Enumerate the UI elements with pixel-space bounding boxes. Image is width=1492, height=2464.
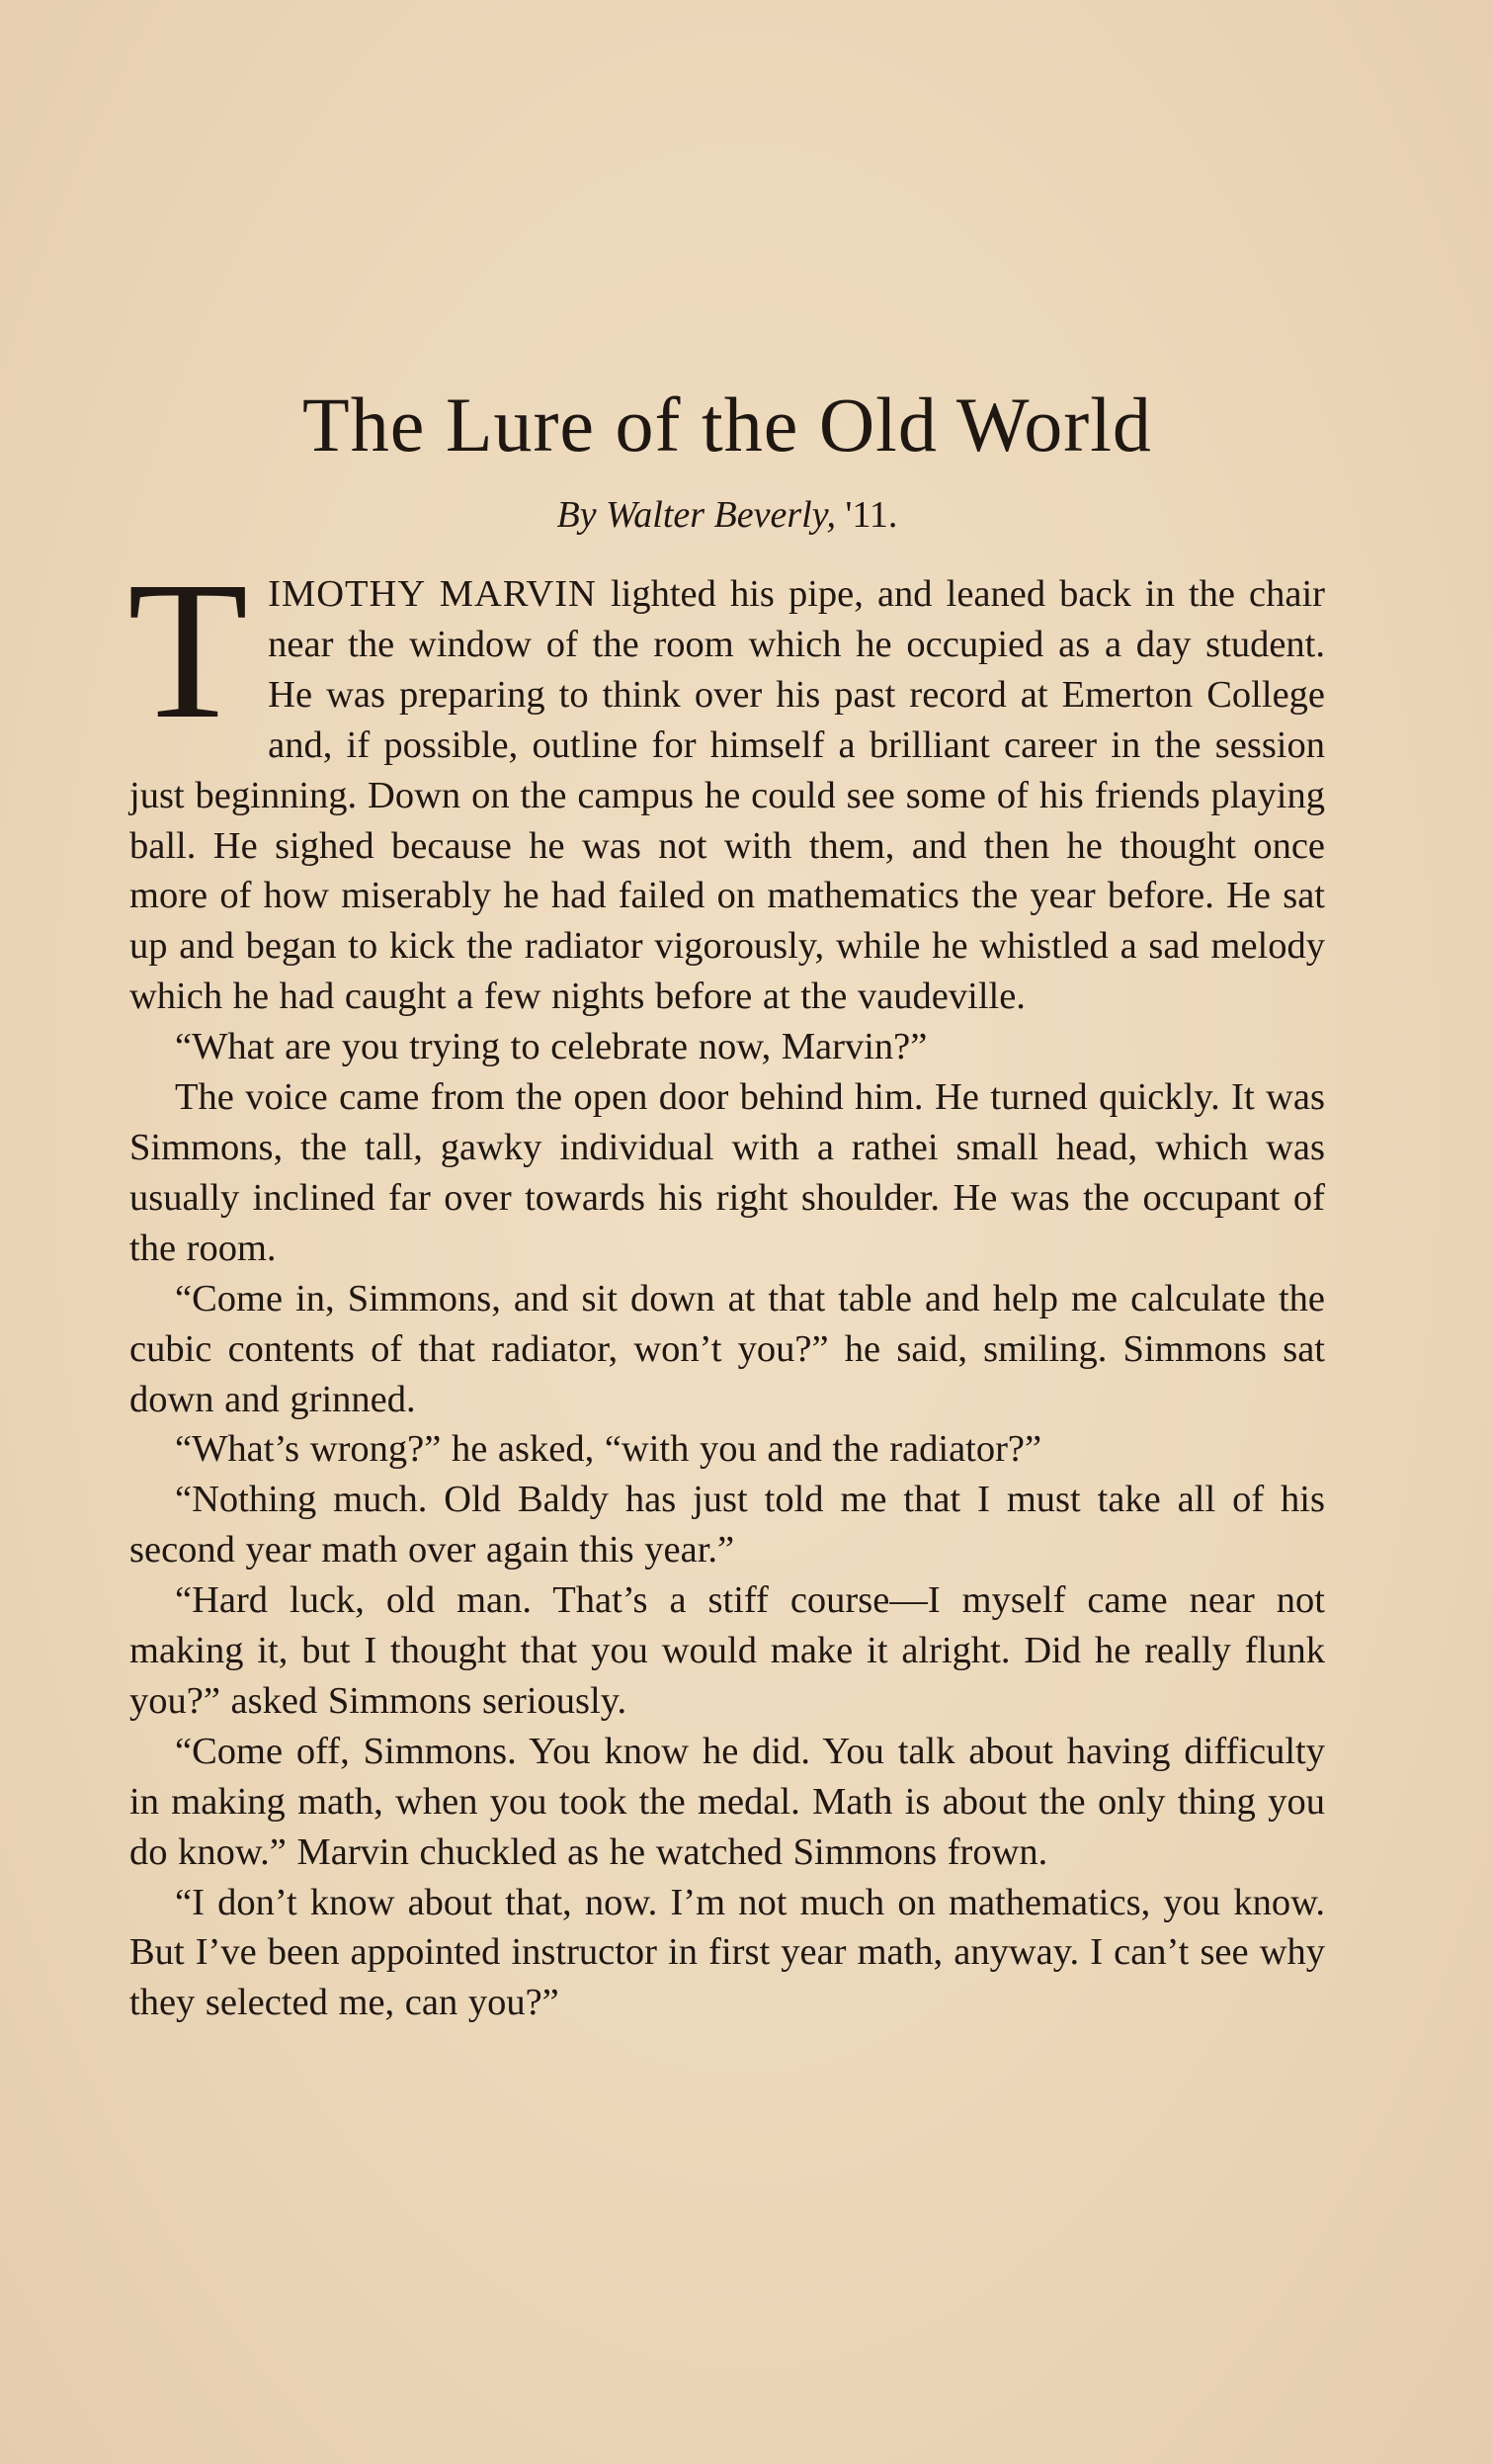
paragraph-9: “I don’t know about that, now. I’m not much on mathematics, you know. But I’ve been appointed instructor in first year math, anyway. I can’t see why they selected me, can you?”: [129, 1881, 1325, 2024]
paragraph-text: lighted his pipe, and leaned back in the chair near the window of the room which he occupied as a day student. He was preparing to think over his past record at Emerton College and, if possible, outline for himself a brilliant career in the session just beginning. Down on the campus he could see some of his friends playing ball. He sighed because he was not with them, and then he thought once more of how miserably he had failed on mathematics the year before. He sat up and began to kick the radiator vigorously, while he whistled a sad melody which he had caught a few nights before at the vaudeville.: [129, 573, 1325, 1018]
byline: [129, 490, 1325, 540]
paragraph-4: “Come in, Simmons, and sit down at that table and help me calculate the cubic contents of that radiator, won’t you?” he said, smiling. Simmons sat down and grinned.: [129, 1277, 1325, 1420]
byline-year: '11.: [836, 494, 898, 536]
byline-author: By Walter Beverly,: [556, 494, 836, 536]
paragraph-7: “Hard luck, old man. That’s a stiff course—I myself came near not making it, but I thought that you would make it alright. Did he really flunk you?” asked Simmons seriously.: [129, 1579, 1325, 1722]
paragraph-6: “Nothing much. Old Baldy has just told me that I must take all of his second year math over again this year.”: [129, 1479, 1325, 1572]
story-body: [127, 542, 1325, 2028]
opening-caps: IMOTHY MARVIN: [268, 573, 597, 615]
paragraph-2: “What are you trying to celebrate now, Marvin?”: [175, 1026, 928, 1068]
paragraph-5: “What’s wrong?” he asked, “with you and the radiator?”: [175, 1428, 1042, 1471]
drop-cap: T: [127, 542, 249, 760]
paragraph-1: [127, 542, 1325, 1022]
book-page: [129, 376, 1325, 2028]
paragraph-3: The voice came from the open door behind him. He turned quickly. It was Simmons, the tall, gawky individual with a rathei small head, which was usually inclined far over towards his right shoulder. He was the occupant of the room.: [129, 1076, 1325, 1269]
story-title: The Lure of the Old World: [302, 382, 1152, 467]
paragraph-8: “Come off, Simmons. You know he did. You talk about having difficulty in making math, when you took the medal. Math is about the only thing you do know.” Marvin chuckled as he watched Simmons frown.: [129, 1730, 1325, 1873]
